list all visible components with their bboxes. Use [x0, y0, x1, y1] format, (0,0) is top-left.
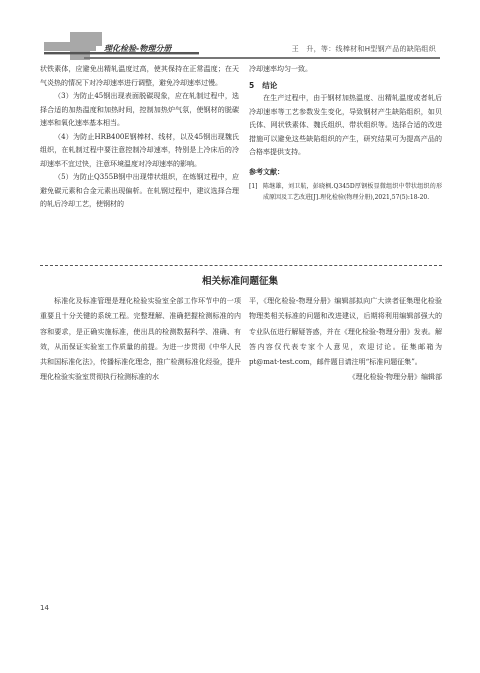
section-heading: [249, 79, 442, 93]
paragraph: （3）为防止45钢出现表面脱碳现象，应在轧制过程中，选择合适的加热温度和加热时间，控制加热炉气氛，使钢材的脱碳速率和氧化速率基本相当。: [40, 92, 239, 127]
notice-paragraph: 标准化及标准管理是理化检验实验室全部工作环节中的一项重要且十分关键的系统工程。完整理解、准确把握检测标准的内容和要求，是正确实施标准，使出具的检测数据科学、准确、有效，从而保证实验室工作质量的前提。为进一步贯彻《中华人民共和国标准化法》，传播标准化理念，推广检测标准化经验，提升理化检验实验室贯彻执行检测标准的水: [40, 297, 241, 382]
paragraph: （4）为防止HRB400E钢棒材、线材，以及45钢出现魏氏组织，在轧制过程中要注意控制冷却速率，特别是上冷床后的冷却速率不宜过快，注意环境温度对冷却速率的影响。: [40, 132, 239, 168]
conclusion-paragraph: 在生产过程中，由于钢材加热温度、出精轧温度或者轧后冷却速率等工艺参数发生变化，导致钢材产生缺陷组织，如贝氏体、网状铁素体、魏氏组织、带状组织等。选择合适的改进措施可以避免这些缺陷组织的产生，研究结果可为提高产品的合格率提供支持。: [249, 94, 442, 156]
references-label: 参考文献：: [249, 167, 284, 176]
notice-signature: 《理化检验-物理分册》编辑部: [348, 373, 442, 382]
header-rule: [84, 57, 440, 59]
reference-text: 陈继雄，刘卫航，彭晓枫.Q345D厚钢板显微组织中带状组织的形成原因及工艺改进[J].理化检验(物理分册),2021,57(5):18-20.: [263, 183, 442, 201]
right-column: [249, 63, 442, 203]
page-number: 14: [40, 604, 49, 612]
notice-paragraph: 平，《理化检验-物理分册》编辑部拟向广大读者征集理化检验物理类相关标准的问题和改进建议，后期将利用编辑部强大的专业队伍进行解疑答惑，并在《理化检验-物理分册》发表。解答内容仅代表专家个人意见，欢迎讨论。征集邮箱为 pt@mat-test.com，邮件题目请注明“标准问题征集”。: [249, 297, 442, 367]
reference-number: [1]: [249, 183, 258, 190]
notice-title: 相关标准问题征集: [201, 276, 278, 287]
notice-right-column: [249, 294, 442, 386]
paragraph: （5）为防止Q355B钢中出现带状组织，在炼钢过程中，应避免碳元素和合金元素出现偏析。在轧钢过程中，建议选择合理的轧后冷却工艺，使钢材的: [40, 173, 239, 208]
running-title: 王 升，等：线棒材和H型钢产品的缺陷组织: [291, 45, 436, 53]
paragraph: 状铁素体，应避免出精轧温度过高，使其保持在正常温度；在天气炎热的情况下对冷却速率进行调整，避免冷却速率过慢。: [40, 65, 239, 87]
reference-item: [249, 181, 442, 203]
section-title: 结论: [262, 80, 278, 90]
section-divider: [40, 265, 442, 266]
left-column: [40, 63, 239, 212]
notice-left-column: [40, 294, 241, 386]
section-number: 5: [249, 80, 255, 90]
paragraph: 冷却速率均匀一致。: [249, 65, 312, 73]
journal-logo-text: 理化检验-物理分册: [104, 44, 172, 53]
